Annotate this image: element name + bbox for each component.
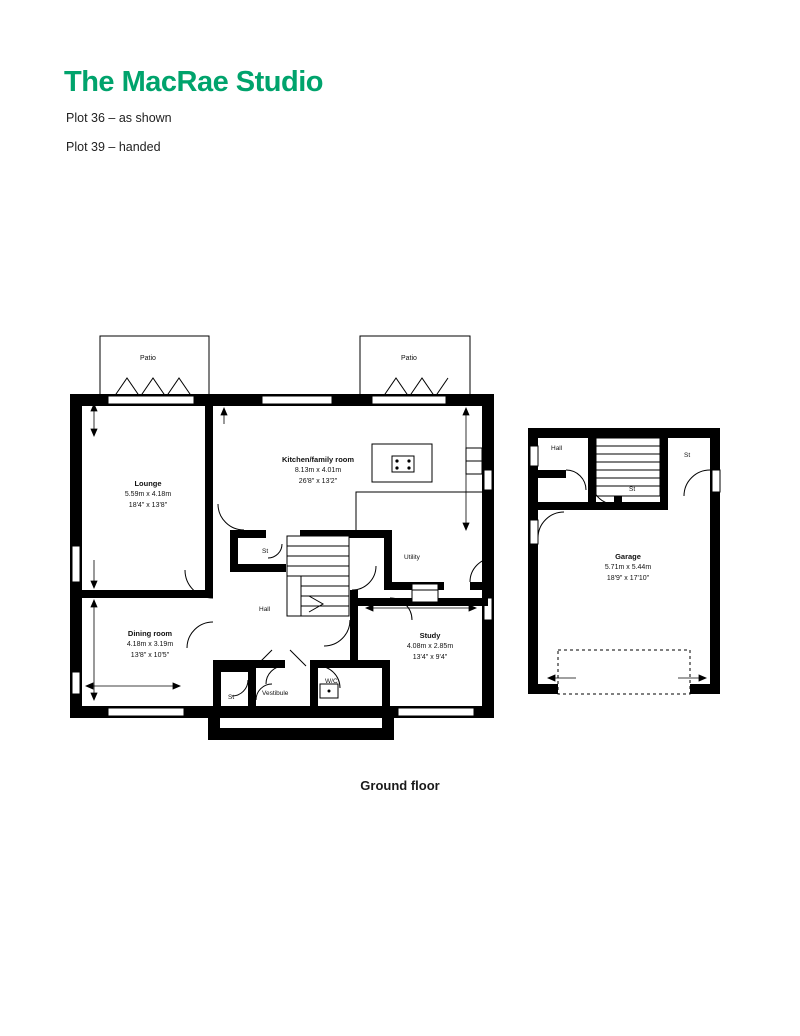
room-imperial-kitchen: 26'8" x 13'2" — [298, 478, 338, 485]
staircase — [287, 536, 349, 616]
room-label-lounge — [98, 478, 198, 511]
room-label-garage — [573, 551, 683, 584]
floor-caption: Ground floor — [360, 778, 440, 793]
room-name-lounge: Lounge — [134, 479, 162, 488]
room-imperial-dining: 13'8" x 10'5" — [130, 652, 170, 659]
room-imperial-garage: 18'9" x 17'10" — [606, 575, 650, 582]
room-label-kitchen — [233, 454, 403, 487]
garage-dimension-arrows — [548, 675, 706, 681]
room-metric-lounge: 5.59m x 4.18m — [124, 491, 172, 498]
room-metric-garage: 5.71m x 5.44m — [604, 564, 652, 571]
patio-left-outline — [100, 336, 209, 400]
room-name-kitchen: Kitchen/family room — [281, 455, 355, 464]
label-hall: Hall — [259, 606, 271, 613]
room-name-dining: Dining room — [127, 629, 173, 638]
label-utility: Utility — [404, 554, 420, 561]
garage-door-opening — [558, 650, 690, 694]
garage-stairs — [596, 438, 660, 496]
room-imperial-study: 13'4" x 9'4" — [412, 654, 448, 661]
label-store-stairs: St — [262, 548, 269, 555]
label-garage-store-2: St — [629, 486, 636, 493]
label-wc: W/C — [325, 678, 338, 685]
label-store-vestibule: St — [228, 694, 235, 701]
plot-as-shown-label: Plot 36 – as shown — [66, 111, 172, 125]
patio-left-label: Patio — [140, 355, 156, 362]
room-metric-kitchen: 8.13m x 4.01m — [294, 467, 342, 474]
room-name-garage: Garage — [615, 552, 641, 561]
plot-handed-label: Plot 39 – handed — [66, 140, 161, 154]
room-metric-dining: 4.18m x 3.19m — [126, 641, 174, 648]
room-label-study — [378, 630, 482, 663]
room-imperial-lounge: 18'4" x 13'8" — [128, 502, 168, 509]
room-name-study: Study — [419, 631, 441, 640]
page-title: The MacRae Studio — [64, 66, 323, 98]
patio-right-label: Patio — [401, 355, 417, 362]
patio-right-outline — [360, 336, 470, 400]
label-garage-hall: Hall — [551, 445, 563, 452]
label-vestibule: Vestibule — [262, 690, 289, 697]
room-metric-study: 4.08m x 2.85m — [406, 643, 454, 650]
label-garage-store-1: St — [684, 452, 691, 459]
room-label-dining — [98, 628, 202, 661]
